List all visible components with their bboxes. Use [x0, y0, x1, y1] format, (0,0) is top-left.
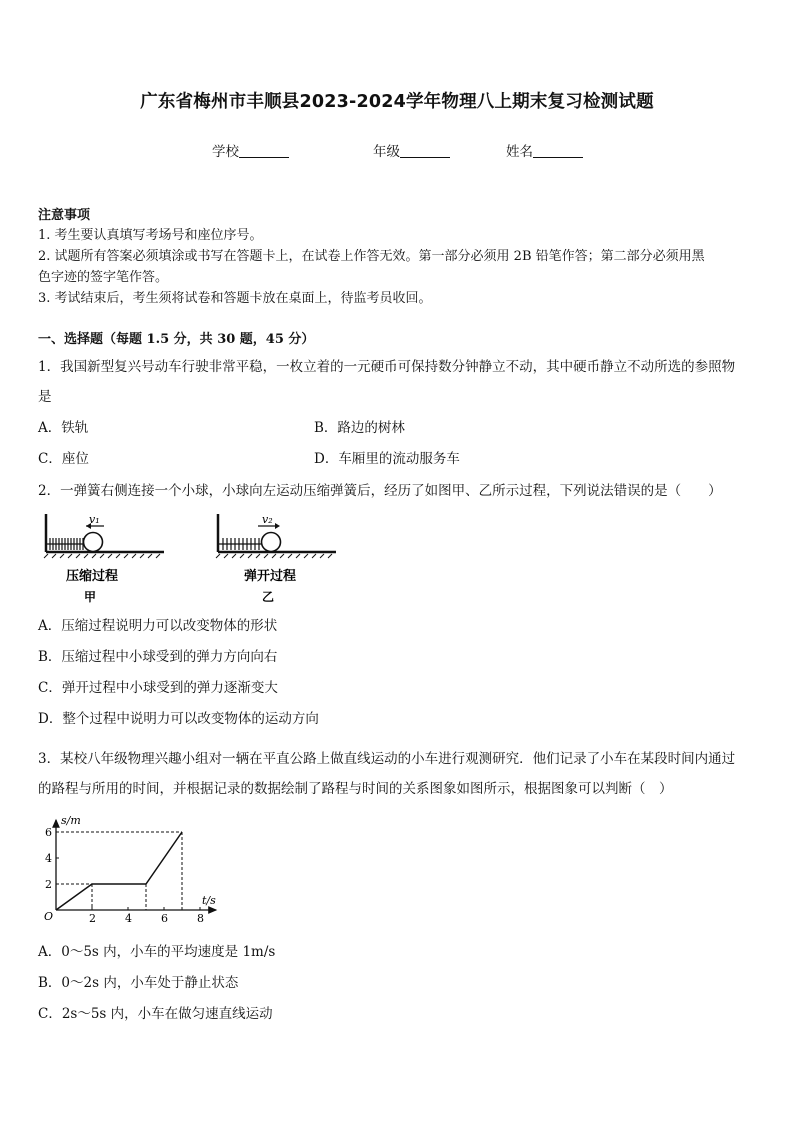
figure-caption: 压缩过程: [66, 569, 119, 584]
notes-heading: 注意事项: [38, 208, 91, 223]
y-tick-label: 4: [45, 852, 52, 865]
q2-option-b[interactable]: B．压缩过程中小球受到的弹力方向向右: [38, 649, 278, 665]
spring-compressed: [47, 538, 84, 550]
q2-stem: 2．一弹簧右侧连接一个小球，小球向左运动压缩弹簧后，经历了如图甲、乙所示过程，下列说法错误的是（ ）: [38, 483, 722, 499]
name-label: 姓名: [506, 144, 533, 160]
spring-expanding: [219, 538, 262, 550]
name-blank[interactable]: [533, 143, 583, 158]
note-item: 色字迹的签字笔作答。: [38, 270, 169, 285]
q1-stem-line1: 1．我国新型复兴号动车行驶非常平稳，一枚立着的一元硬币可保持数分钟静立不动，其中硬币静立不动所选的参照物: [38, 359, 736, 375]
figure-sub: 甲: [84, 590, 97, 604]
y-tick-label: 6: [45, 826, 52, 839]
page-title: 广东省梅州市丰顺县2023-2024学年物理八上期末复习检测试题: [140, 92, 654, 112]
grade-blank[interactable]: [400, 143, 450, 158]
q3-option-a[interactable]: A．0～5s 内，小车的平均速度是 1m/s: [38, 944, 276, 960]
series-line: [56, 832, 182, 910]
figure-caption: 弹开过程: [244, 569, 297, 584]
spring-compression-figure: [40, 510, 180, 606]
q3-option-b[interactable]: B．0～2s 内，小车处于静止状态: [38, 975, 239, 991]
q3-stem-line2: 的路程与所用的时间，并根据记录的数据绘制了路程与时间的关系图象如图所示，根据图象可以判断（ ）: [38, 781, 673, 797]
grade-field: [373, 140, 450, 160]
q2-option-a[interactable]: A．压缩过程说明力可以改变物体的形状: [38, 618, 278, 634]
spring-rebound-figure: [212, 510, 352, 606]
figure-sub: 乙: [262, 590, 275, 604]
q3-stem-line1: 3．某校八年级物理兴趣小组对一辆在平直公路上做直线运动的小车进行观测研究．他们记录了小车在某段时间内通过: [38, 751, 736, 767]
q1-option-a[interactable]: A．铁轨: [38, 420, 89, 436]
origin-label: O: [44, 910, 54, 923]
school-field: [212, 140, 289, 160]
name-field: [506, 140, 583, 160]
school-label: 学校: [212, 144, 239, 160]
x-tick-label: 8: [197, 912, 204, 925]
arrow-head-right: [275, 523, 280, 529]
school-blank[interactable]: [239, 143, 289, 158]
q3-option-c[interactable]: C．2s～5s 内，小车在做匀速直线运动: [38, 1006, 273, 1022]
x-tick-label: 6: [161, 912, 168, 925]
distance-time-chart: [40, 814, 220, 930]
q1-option-d[interactable]: D．车厢里的流动服务车: [314, 451, 460, 467]
floor-hatch: [44, 554, 160, 558]
section-heading: 一、选择题（每题 1.5 分，共 30 题，45 分）: [38, 332, 315, 347]
velocity-label: v₂: [262, 513, 273, 526]
note-item: 2. 试题所有答案必须填涂或书写在答题卡上，在试卷上作答无效。第一部分必须用 2B 铅笔作答；第二部分必须用黑: [38, 249, 705, 264]
q2-option-d[interactable]: D．整个过程中说明力可以改变物体的运动方向: [38, 711, 319, 727]
note-item: 1. 考生要认真填写考场号和座位序号。: [38, 228, 263, 243]
guide-lines: [56, 832, 182, 910]
floor-hatch: [216, 554, 332, 558]
q1-option-b[interactable]: B．路边的树林: [314, 420, 405, 436]
y-axis-label: s/m: [61, 814, 81, 827]
velocity-label: v₁: [89, 513, 100, 526]
ball: [84, 533, 103, 552]
q1-option-c[interactable]: C．座位: [38, 451, 89, 467]
y-tick-label: 2: [45, 878, 52, 891]
grade-label: 年级: [373, 144, 400, 160]
note-item: 3. 考试结束后，考生须将试卷和答题卡放在桌面上，待监考员收回。: [38, 291, 432, 306]
x-tick-label: 4: [125, 912, 132, 925]
x-axis-label: t/s: [202, 894, 216, 907]
q2-option-c[interactable]: C．弹开过程中小球受到的弹力逐渐变大: [38, 680, 278, 696]
ball: [262, 533, 281, 552]
q1-stem-line2: 是: [38, 389, 52, 405]
x-tick-label: 2: [89, 912, 96, 925]
